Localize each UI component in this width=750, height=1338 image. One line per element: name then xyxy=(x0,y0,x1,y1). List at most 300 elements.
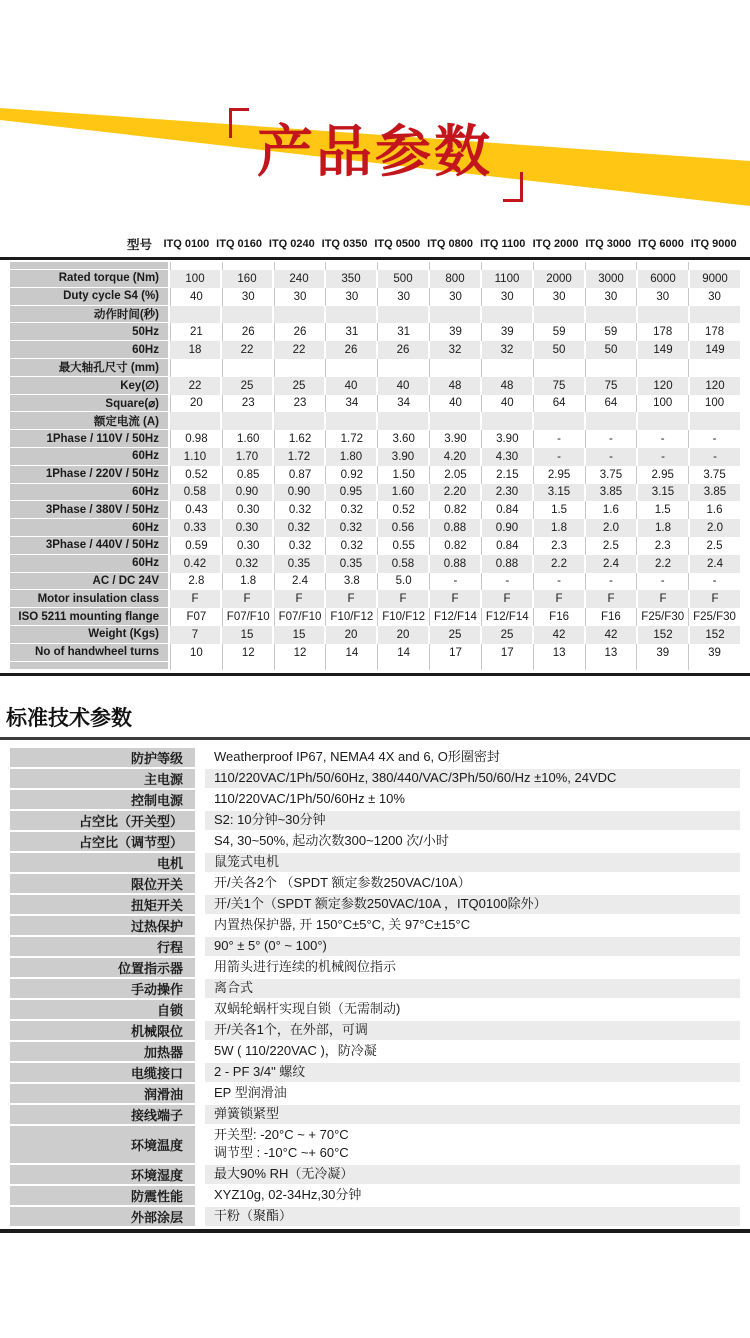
spec-cell: F16 xyxy=(533,608,585,626)
param-value: 鼠笼式电机 xyxy=(214,853,280,869)
spec-cell: - xyxy=(688,448,740,466)
spec-cell: 0.35 xyxy=(272,555,324,573)
spec-cell: - xyxy=(585,573,637,591)
spec-row-label: Rated torque (Nm) xyxy=(10,270,168,288)
spec-cell xyxy=(533,359,585,377)
spec-cell: F xyxy=(688,590,740,608)
spec-cell: 0.32 xyxy=(274,537,326,555)
spec-spacer-cell xyxy=(377,662,429,670)
spec-cell: F07/F10 xyxy=(274,608,326,626)
spec-cell: 149 xyxy=(636,341,688,359)
spec-cell: 1.72 xyxy=(325,430,377,448)
spec-cell: 42 xyxy=(584,626,636,644)
param-label: 环境温度 xyxy=(10,1126,195,1163)
spec-cell: 3.75 xyxy=(688,466,740,484)
spec-cell: 9000 xyxy=(688,270,740,288)
spec-row-label: Duty cycle S4 (%) xyxy=(10,288,168,306)
model-header: ITQ 9000 xyxy=(690,238,737,250)
param-label: 电机 xyxy=(10,853,195,872)
spec-cell: 240 xyxy=(272,270,324,288)
spec-row xyxy=(10,484,740,502)
spec-spacer-cell xyxy=(274,262,326,270)
spec-cell: 0.30 xyxy=(222,501,274,519)
spec-cell: 30 xyxy=(688,288,740,306)
spec-cell: 25 xyxy=(480,626,532,644)
spec-cell: 21 xyxy=(170,323,222,341)
spec-cell: 100 xyxy=(170,270,220,288)
spec-cell: 1.80 xyxy=(324,448,376,466)
model-header: ITQ 1100 xyxy=(480,238,526,250)
spec-cell xyxy=(222,359,274,377)
spec-section-row xyxy=(10,412,740,430)
model-header: ITQ 0240 xyxy=(268,238,315,250)
param-label: 外部涂层 xyxy=(10,1207,195,1226)
spec-cell: 4.20 xyxy=(428,448,480,466)
spec-cell: 32 xyxy=(480,341,532,359)
spec-cell: 0.84 xyxy=(481,501,533,519)
divider-table-bottom xyxy=(0,673,750,676)
spec-spacer-row xyxy=(10,662,740,670)
param-value: 内置热保护器, 开 150°C±5°C, 关 97°C±15°C xyxy=(214,916,471,932)
spec-cell xyxy=(376,412,428,430)
spec-cell: 0.30 xyxy=(220,519,272,537)
spec-cell: 100 xyxy=(636,395,688,413)
spec-cell: 149 xyxy=(688,341,740,359)
spec-cell: F16 xyxy=(585,608,637,626)
spec-cell: 14 xyxy=(325,644,377,662)
spec-cell: 500 xyxy=(376,270,428,288)
model-names xyxy=(160,238,740,250)
spec-cell: 1.10 xyxy=(170,448,220,466)
spec-cell: 2.4 xyxy=(274,573,326,591)
spec-cell: 1.60 xyxy=(376,484,428,502)
param-row xyxy=(10,895,740,914)
spec-spacer-cell xyxy=(636,662,688,670)
param-row xyxy=(10,1000,740,1019)
spec-spacer-row xyxy=(10,262,740,270)
spec-cell xyxy=(481,359,533,377)
spec-cell: 13 xyxy=(585,644,637,662)
param-label: 润滑油 xyxy=(10,1084,195,1103)
param-label: 行程 xyxy=(10,937,195,956)
spec-cell: 3.90 xyxy=(481,430,533,448)
spec-cell: 1.8 xyxy=(532,519,584,537)
spec-cell: 0.58 xyxy=(170,484,220,502)
section-title: 标准技术参数 xyxy=(6,706,132,730)
spec-cell: 6000 xyxy=(636,270,688,288)
param-row xyxy=(10,1021,740,1040)
page-title: 产品参数 xyxy=(257,120,493,183)
spec-cell: 0.32 xyxy=(274,501,326,519)
spec-cell xyxy=(532,412,584,430)
spec-cell xyxy=(532,306,584,324)
spec-cell: 20 xyxy=(376,626,428,644)
param-label: 防震性能 xyxy=(10,1186,195,1205)
spec-cell: 39 xyxy=(429,323,481,341)
param-row xyxy=(10,1126,740,1163)
spec-cell: 3.15 xyxy=(532,484,584,502)
param-label: 控制电源 xyxy=(10,790,195,809)
spec-row-label: Weight (Kgs) xyxy=(10,626,168,644)
spec-cell: F07 xyxy=(170,608,222,626)
spec-cell: 3000 xyxy=(584,270,636,288)
spec-cell: 48 xyxy=(480,377,532,395)
param-row xyxy=(10,1063,740,1082)
spec-spacer-cell xyxy=(222,262,274,270)
param-row xyxy=(10,1165,740,1184)
spec-cell: 0.32 xyxy=(324,519,376,537)
param-row xyxy=(10,916,740,935)
spec-cell: 0.92 xyxy=(325,466,377,484)
model-header: ITQ 0350 xyxy=(321,238,368,250)
spec-row xyxy=(10,537,740,555)
spec-row-label: AC / DC 24V xyxy=(10,573,168,591)
spec-cell: 39 xyxy=(636,644,688,662)
spec-cell: 160 xyxy=(220,270,272,288)
spec-row-label: 60Hz xyxy=(10,484,168,502)
spec-cell: 0.90 xyxy=(480,519,532,537)
spec-row-label: 1Phase / 110V / 50Hz xyxy=(10,430,168,448)
param-value: 开关型: -20°C ~ + 70°C xyxy=(214,1126,349,1142)
spec-cell: 2.95 xyxy=(636,466,688,484)
spec-cell: F xyxy=(376,590,428,608)
spec-cell: 26 xyxy=(324,341,376,359)
spec-row xyxy=(10,395,740,413)
spec-cell: 2.5 xyxy=(688,537,740,555)
spec-spacer-cell xyxy=(636,262,688,270)
page-title-block xyxy=(241,106,509,198)
param-row xyxy=(10,790,740,809)
param-value: 90° ± 5° (0° ~ 100°) xyxy=(214,937,327,953)
spec-row-label: 额定电流 (A) xyxy=(10,412,168,430)
spec-cell xyxy=(272,412,324,430)
spec-cell xyxy=(376,306,428,324)
spec-cell: 2.05 xyxy=(429,466,481,484)
spec-cell: 34 xyxy=(325,395,377,413)
spec-cell: - xyxy=(688,573,740,591)
spec-cell: 3.75 xyxy=(585,466,637,484)
spec-cell: 25 xyxy=(220,377,272,395)
spec-cell: 2.0 xyxy=(584,519,636,537)
spec-spacer-cell xyxy=(274,662,326,670)
spec-cell: 1.72 xyxy=(272,448,324,466)
spec-cell: 50 xyxy=(584,341,636,359)
param-value: 调节型 : -10°C ~+ 60°C xyxy=(214,1145,349,1161)
spec-row-label: Motor insulation class xyxy=(10,590,168,608)
spec-cell: 0.56 xyxy=(376,519,428,537)
spec-cell: 178 xyxy=(688,323,740,341)
corner-bracket-top-left-decoration xyxy=(229,108,249,138)
model-header: ITQ 0500 xyxy=(374,238,421,250)
spec-row xyxy=(10,644,740,662)
param-label: 主电源 xyxy=(10,769,195,788)
spec-cell: 23 xyxy=(274,395,326,413)
spec-spacer-label xyxy=(10,662,168,670)
spec-cell: 1.6 xyxy=(585,501,637,519)
spec-row xyxy=(10,270,740,288)
spec-cell: 30 xyxy=(222,288,274,306)
spec-cell: 0.95 xyxy=(324,484,376,502)
spec-cell: 3.85 xyxy=(688,484,740,502)
param-value: 离合式 xyxy=(214,979,254,995)
spec-cell: F xyxy=(584,590,636,608)
param-label: 机械限位 xyxy=(10,1021,195,1040)
model-header: ITQ 0800 xyxy=(427,238,473,250)
spec-cell: - xyxy=(688,430,740,448)
spec-cell: 5.0 xyxy=(377,573,429,591)
spec-cell: 1.70 xyxy=(220,448,272,466)
spec-row-label: Key(∅) xyxy=(10,377,168,395)
spec-cell: F12/F14 xyxy=(429,608,481,626)
spec-cell: 152 xyxy=(688,626,740,644)
spec-cell: 2.0 xyxy=(688,519,740,537)
param-value: 最大90% RH（无冷凝） xyxy=(214,1165,354,1181)
param-label: 接线端子 xyxy=(10,1105,195,1124)
spec-cell: 50 xyxy=(532,341,584,359)
spec-row-label: 3Phase / 380V / 50Hz xyxy=(10,501,168,519)
spec-cell: 0.82 xyxy=(429,537,481,555)
spec-section-row xyxy=(10,359,740,377)
spec-cell: - xyxy=(533,430,585,448)
param-value: 开/关各1个，在外部，可调 xyxy=(214,1021,368,1037)
spec-cell xyxy=(688,359,740,377)
spec-cell: 26 xyxy=(376,341,428,359)
spec-cell: 40 xyxy=(429,395,481,413)
spec-cell: 1.50 xyxy=(377,466,429,484)
param-row xyxy=(10,811,740,830)
param-value: 110/220VAC/1Ph/50/60Hz, 380/440/VAC/3Ph/50/60/Hz ±10%, 24VDC xyxy=(214,769,617,785)
spec-row-label: 动作时间(秒) xyxy=(10,306,168,324)
spec-row xyxy=(10,573,740,591)
spec-cell: 23 xyxy=(222,395,274,413)
spec-cell: 0.52 xyxy=(377,501,429,519)
spec-row xyxy=(10,626,740,644)
spec-spacer-cell xyxy=(170,662,222,670)
spec-cell: 2.4 xyxy=(688,555,740,573)
spec-cell: 64 xyxy=(533,395,585,413)
spec-row xyxy=(10,466,740,484)
param-label: 占空比（开关型） xyxy=(10,811,195,830)
model-header: ITQ 0100 xyxy=(163,238,210,250)
spec-cell: 75 xyxy=(532,377,584,395)
param-label: 防护等级 xyxy=(10,748,195,767)
spec-cell: 0.88 xyxy=(480,555,532,573)
spec-cell: 15 xyxy=(272,626,324,644)
spec-cell: 0.32 xyxy=(325,537,377,555)
spec-cell: 22 xyxy=(220,341,272,359)
param-label: 电缆接口 xyxy=(10,1063,195,1082)
param-row xyxy=(10,1084,740,1103)
spec-cell: 1.5 xyxy=(636,501,688,519)
param-row xyxy=(10,1042,740,1061)
param-row xyxy=(10,748,740,767)
spec-table xyxy=(10,262,740,670)
spec-row-label: No of handwheel turns xyxy=(10,644,168,662)
spec-cell: 48 xyxy=(428,377,480,395)
spec-cell: 3.15 xyxy=(636,484,688,502)
spec-cell: - xyxy=(533,573,585,591)
model-header: ITQ 0160 xyxy=(216,238,263,250)
spec-cell xyxy=(274,359,326,377)
spec-cell: 2.8 xyxy=(170,573,222,591)
spec-cell: 120 xyxy=(636,377,688,395)
spec-row-label: 60Hz xyxy=(10,448,168,466)
spec-row-label: 60Hz xyxy=(10,555,168,573)
spec-cell: 75 xyxy=(584,377,636,395)
spec-spacer-cell xyxy=(170,262,222,270)
spec-cell xyxy=(170,412,220,430)
spec-row-label: ISO 5211 mounting flange xyxy=(10,608,168,626)
spec-spacer-cell xyxy=(585,262,637,270)
spec-cell: 0.88 xyxy=(428,519,480,537)
spec-cell xyxy=(220,412,272,430)
spec-cell: 0.59 xyxy=(170,537,222,555)
param-label: 过热保护 xyxy=(10,916,195,935)
spec-spacer-cell xyxy=(585,662,637,670)
spec-cell: 30 xyxy=(325,288,377,306)
spec-cell xyxy=(170,306,220,324)
spec-cell xyxy=(220,306,272,324)
param-row xyxy=(10,874,740,893)
spec-cell: 2.5 xyxy=(585,537,637,555)
spec-row xyxy=(10,590,740,608)
spec-cell xyxy=(272,306,324,324)
spec-cell: 0.42 xyxy=(170,555,220,573)
spec-cell xyxy=(584,412,636,430)
spec-cell: 31 xyxy=(325,323,377,341)
spec-row xyxy=(10,288,740,306)
spec-cell: 1.60 xyxy=(222,430,274,448)
spec-cell: 2.15 xyxy=(481,466,533,484)
spec-spacer-cell xyxy=(377,262,429,270)
param-row xyxy=(10,853,740,872)
spec-cell: 4.30 xyxy=(480,448,532,466)
spec-cell: F25/F30 xyxy=(636,608,688,626)
spec-cell: - xyxy=(585,430,637,448)
param-row xyxy=(10,1186,740,1205)
spec-row-label: 50Hz xyxy=(10,323,168,341)
spec-cell: 18 xyxy=(170,341,220,359)
spec-cell: 0.32 xyxy=(272,519,324,537)
standard-params-table xyxy=(10,748,740,1226)
spec-cell: 31 xyxy=(377,323,429,341)
spec-cell: F10/F12 xyxy=(377,608,429,626)
spec-cell: 3.85 xyxy=(584,484,636,502)
spec-cell: - xyxy=(636,430,688,448)
spec-cell: - xyxy=(584,448,636,466)
spec-row xyxy=(10,608,740,626)
spec-cell: - xyxy=(429,573,481,591)
spec-spacer-cell xyxy=(481,662,533,670)
spec-cell: 13 xyxy=(533,644,585,662)
spec-cell: F07/F10 xyxy=(222,608,274,626)
spec-cell: 2.3 xyxy=(533,537,585,555)
spec-spacer-cell xyxy=(481,262,533,270)
param-row xyxy=(10,832,740,851)
spec-cell xyxy=(585,359,637,377)
param-label: 限位开关 xyxy=(10,874,195,893)
spec-row-label: 3Phase / 440V / 50Hz xyxy=(10,537,168,555)
spec-cell: 0.35 xyxy=(324,555,376,573)
spec-cell: 30 xyxy=(481,288,533,306)
spec-row xyxy=(10,555,740,573)
spec-cell: 2.2 xyxy=(636,555,688,573)
spec-cell: 0.84 xyxy=(481,537,533,555)
spec-cell: 2.95 xyxy=(533,466,585,484)
spec-cell: 15 xyxy=(220,626,272,644)
spec-cell: F xyxy=(428,590,480,608)
param-value: 双蜗轮蜗杆实现自锁（无需制动) xyxy=(214,1000,401,1016)
spec-cell: 12 xyxy=(222,644,274,662)
spec-cell xyxy=(428,412,480,430)
spec-cell xyxy=(636,306,688,324)
spec-cell: F xyxy=(220,590,272,608)
spec-cell: - xyxy=(636,573,688,591)
param-label: 环境湿度 xyxy=(10,1165,195,1184)
spec-cell xyxy=(324,412,376,430)
spec-spacer-cell xyxy=(688,662,740,670)
spec-cell: 32 xyxy=(428,341,480,359)
spec-cell: 0.32 xyxy=(220,555,272,573)
spec-row xyxy=(10,448,740,466)
spec-cell: 3.90 xyxy=(376,448,428,466)
spec-cell: 26 xyxy=(222,323,274,341)
corner-bracket-bottom-right-decoration xyxy=(503,172,523,202)
param-value: 弹簧锁紧型 xyxy=(214,1105,280,1121)
spec-row xyxy=(10,430,740,448)
spec-cell: 0.85 xyxy=(222,466,274,484)
spec-cell: 40 xyxy=(376,377,428,395)
spec-cell xyxy=(377,359,429,377)
spec-spacer-cell xyxy=(325,662,377,670)
spec-spacer-cell xyxy=(429,262,481,270)
spec-cell: F12/F14 xyxy=(481,608,533,626)
spec-cell: 2.2 xyxy=(532,555,584,573)
param-value: 干粉（聚酯） xyxy=(214,1207,293,1223)
param-label: 位置指示器 xyxy=(10,958,195,977)
spec-cell: 30 xyxy=(377,288,429,306)
spec-cell: 1.8 xyxy=(636,519,688,537)
spec-cell: 40 xyxy=(481,395,533,413)
spec-cell: 3.8 xyxy=(325,573,377,591)
spec-cell: 0.33 xyxy=(170,519,220,537)
spec-cell: 3.60 xyxy=(377,430,429,448)
spec-cell: 0.30 xyxy=(222,537,274,555)
param-row xyxy=(10,979,740,998)
model-header-row xyxy=(10,234,740,254)
param-value: 5W ( 110/220VAC )，防冷凝 xyxy=(214,1042,377,1058)
spec-cell: 0.90 xyxy=(220,484,272,502)
spec-spacer-cell xyxy=(533,662,585,670)
spec-cell: 178 xyxy=(636,323,688,341)
model-header: ITQ 6000 xyxy=(638,238,684,250)
section-divider xyxy=(0,737,750,740)
spec-cell: 25 xyxy=(428,626,480,644)
param-row xyxy=(10,937,740,956)
spec-cell: 22 xyxy=(170,377,220,395)
spec-cell: 100 xyxy=(688,395,740,413)
spec-row xyxy=(10,341,740,359)
spec-cell: 40 xyxy=(170,288,222,306)
spec-cell: 0.43 xyxy=(170,501,222,519)
spec-cell: 17 xyxy=(481,644,533,662)
spec-cell: 800 xyxy=(428,270,480,288)
spec-row-label: 1Phase / 220V / 50Hz xyxy=(10,466,168,484)
spec-cell: 22 xyxy=(272,341,324,359)
spec-cell: 30 xyxy=(533,288,585,306)
spec-cell xyxy=(324,306,376,324)
spec-cell: 10 xyxy=(170,644,222,662)
